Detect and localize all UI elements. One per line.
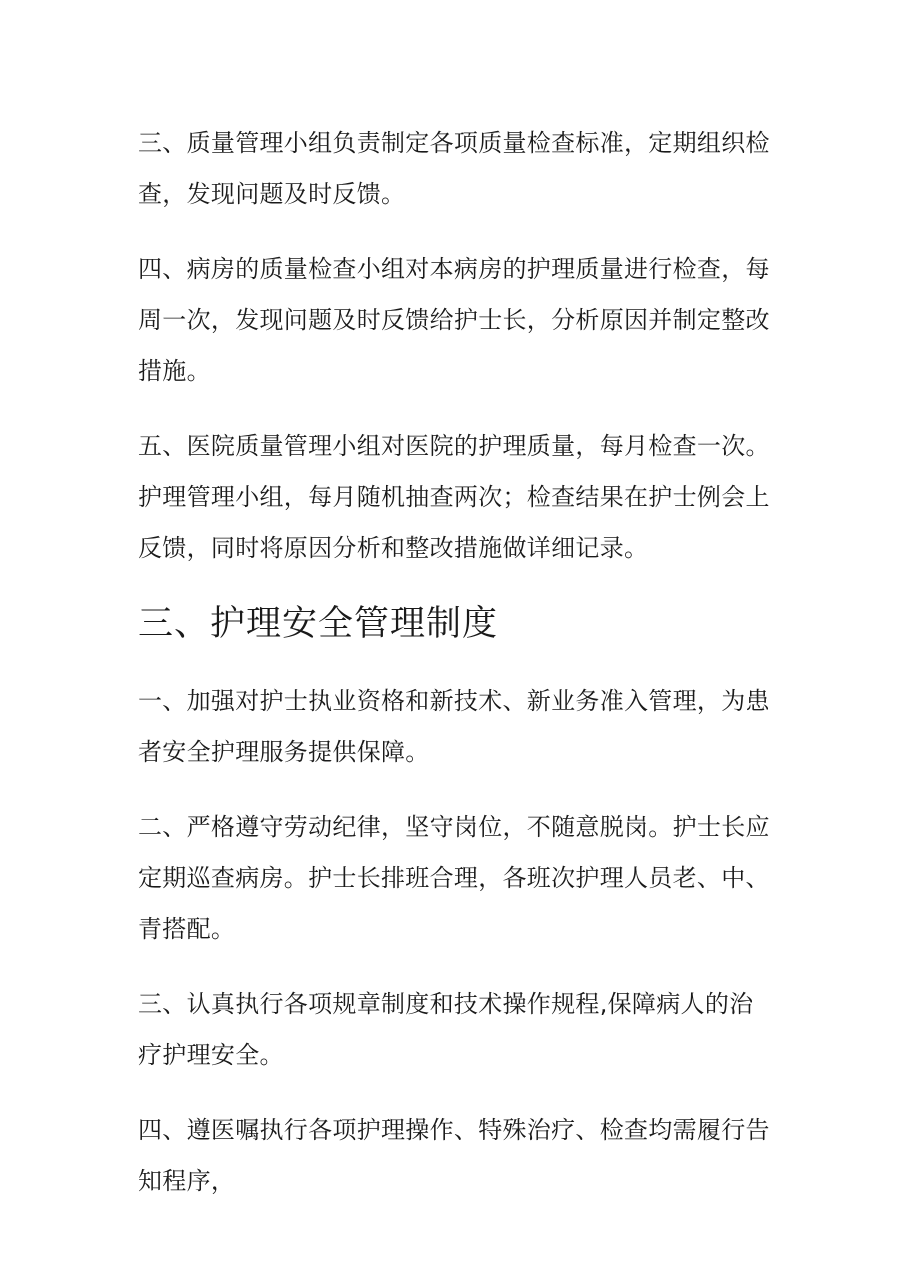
paragraph-operating-rules: 三、认真执行各项规章制度和技术操作规程,保障病人的治疗护理安全。 [138,990,754,1069]
paragraph-hospital-inspection: 五、医院质量管理小组对医院的护理质量，每月检查一次。护理管理小组，每月随机抽查两次；检查结果在护士例会上反馈，同时将原因分析和整改措施做详细记录。 [138,432,770,562]
paragraph-quality-standards: 三、质量管理小组负责制定各项质量检查标准，定期组织检查，发现问题及时反馈。 [138,129,770,208]
section-heading: 三、护理安全管理制度 [138,604,499,644]
paragraph-qualification-management: 一、加强对护士执业资格和新技术、新业务准入管理，为患者安全护理服务提供保障。 [138,687,770,766]
paragraph-informed-procedure: 四、遵医嘱执行各项护理操作、特殊治疗、检查均需履行告知程序， [138,1116,770,1195]
document-body [138,118,770,1231]
paragraph-labor-discipline: 二、严格遵守劳动纪律，坚守岗位，不随意脱岗。护士长应定期巡查病房。护士长排班合理，各班次护理人员老、中、青搭配。 [138,813,770,943]
paragraph-ward-inspection: 四、病房的质量检查小组对本病房的护理质量进行检查，每周一次，发现问题及时反馈给护士长，分析原因并制定整改措施。 [138,255,770,385]
